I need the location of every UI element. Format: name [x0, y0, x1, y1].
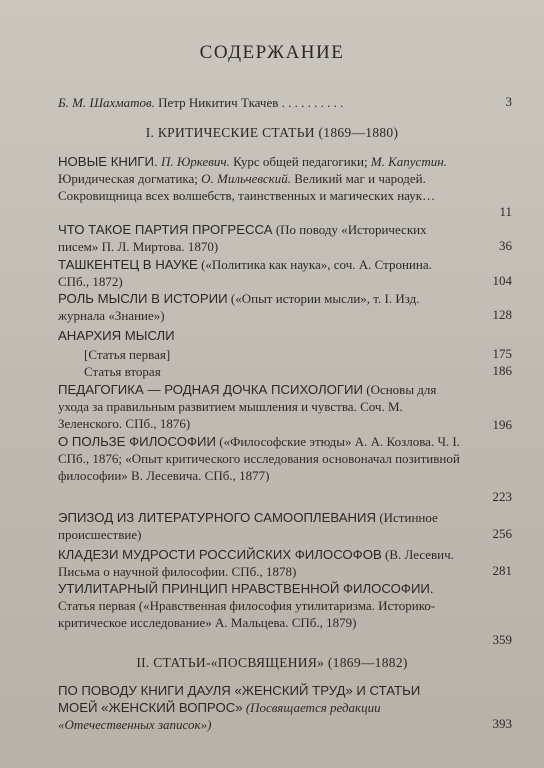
page-number: 128: [492, 307, 512, 322]
toc-entry: [58, 256, 462, 290]
entry-author: П. Юркевич.: [157, 154, 230, 169]
entry-heading: НОВЫЕ КНИГИ.: [58, 154, 158, 169]
entry-heading: КЛАДЕЗИ МУДРОСТИ РОССИЙСКИХ ФИЛОСОФОВ: [58, 547, 382, 562]
entry-text: Великий маг и чародей. Сокровищница всех волшебств, таинственных и магических наук…: [58, 171, 436, 203]
entry-text: Юридическая догматика;: [58, 171, 198, 186]
entry-heading: УТИЛИТАРНЫЙ ПРИНЦИП НРАВСТВЕННОЙ ФИЛОСОФИИ.: [58, 581, 434, 596]
entry-heading: ТАШКЕНТЕЦ В НАУКЕ: [58, 257, 198, 272]
page-number: 3: [505, 94, 512, 109]
toc-subentry: Статья вторая: [84, 364, 161, 379]
entry-dedication: (Посвящается редакции «Отечественных записок»): [58, 700, 381, 732]
page-number: 359: [492, 632, 512, 647]
toc-entry: [58, 546, 462, 580]
entry-heading: ЧТО ТАКОЕ ПАРТИЯ ПРОГРЕССА: [58, 222, 273, 237]
entry-author: Б. М. Шахматов.: [58, 95, 155, 110]
toc-entry: [58, 433, 462, 484]
toc-entry: [58, 327, 462, 344]
toc-entry: [58, 580, 462, 631]
entry-heading: ПЕДАГОГИКА — РОДНАЯ ДОЧКА ПСИХОЛОГИИ: [58, 382, 363, 397]
entry-text: («Философские этюды» А. А. Козлова. Ч. I. СПб., 1876; «Опыт критического исследования основоначал позитивной философии» В. Лесевича. СПб., 1877): [58, 434, 460, 483]
toc-entry: [58, 509, 462, 543]
entry-heading: ПО ПОВОДУ КНИГИ ДАУЛЯ «ЖЕНСКИЙ ТРУД» И СТАТЬИ МОЕЙ «ЖЕНСКИЙ ВОПРОС»: [58, 683, 421, 715]
entry-heading: ЭПИЗОД ИЗ ЛИТЕРАТУРНОГО САМООПЛЕВАНИЯ: [58, 510, 377, 525]
toc-subentry: [Статья первая]: [84, 347, 171, 362]
page-number: 175: [492, 346, 512, 361]
toc-entry: [58, 682, 462, 733]
toc-entry: [58, 221, 462, 255]
page-number: 223: [492, 489, 512, 504]
page-number: 11: [499, 204, 512, 219]
entry-text: Петр Никитич Ткачев: [154, 95, 279, 110]
page-number: 393: [492, 716, 512, 731]
entry-author: М. Капустин.: [367, 154, 447, 169]
entry-text: («Политика как наука», соч. А. Стронина. СПб., 1872): [58, 257, 432, 289]
entry-author: О. Мильчевский.: [197, 171, 292, 186]
page-number: 281: [492, 563, 512, 578]
toc-entry: [58, 290, 462, 324]
toc-entry: [58, 381, 462, 432]
section-heading: II. СТАТЬИ-«ПОСВЯЩЕНИЯ» (1869—1882): [136, 655, 408, 670]
page-title: СОДЕРЖАНИЕ: [199, 42, 345, 63]
section-heading: I. КРИТИЧЕСКИЕ СТАТЬИ (1869—1880): [145, 125, 399, 140]
toc-entry-intro: [58, 94, 470, 111]
entry-text: (Истинное происшествие): [58, 510, 438, 542]
entry-text: (Основы для ухода за правильным развитием мышления и чувства. Соч. М. Зеленского. СПб., 1876): [58, 382, 437, 431]
entry-heading: О ПОЛЬЗЕ ФИЛОСОФИИ: [58, 434, 216, 449]
entry-heading: АНАРХИЯ МЫСЛИ: [58, 328, 175, 343]
dot-leader: . . . . . . . . . .: [278, 95, 344, 110]
entry-text: (В. Лесевич. Письма о научной философии. СПб., 1878): [58, 547, 454, 579]
page-number: 36: [499, 238, 512, 253]
page-number: 104: [492, 273, 512, 288]
entry-text: (По поводу «Исторических писем» П. Л. Миртова. 1870): [58, 222, 427, 254]
entry-heading: РОЛЬ МЫСЛИ В ИСТОРИИ: [58, 291, 228, 306]
entry-text: Курс общей педагогики;: [229, 154, 368, 169]
page-number: 256: [492, 526, 512, 541]
entry-text: («Опыт истории мысли», т. I. Изд. журнала «Знание»): [58, 291, 420, 323]
page-number: 196: [492, 417, 512, 432]
toc-entry: [58, 153, 462, 204]
entry-text: Статья первая («Нравственная философия утилитаризма. Историко-критическое исследование» А. Мальцева. СПб., 1879): [58, 598, 436, 630]
page-number: 186: [492, 363, 512, 378]
